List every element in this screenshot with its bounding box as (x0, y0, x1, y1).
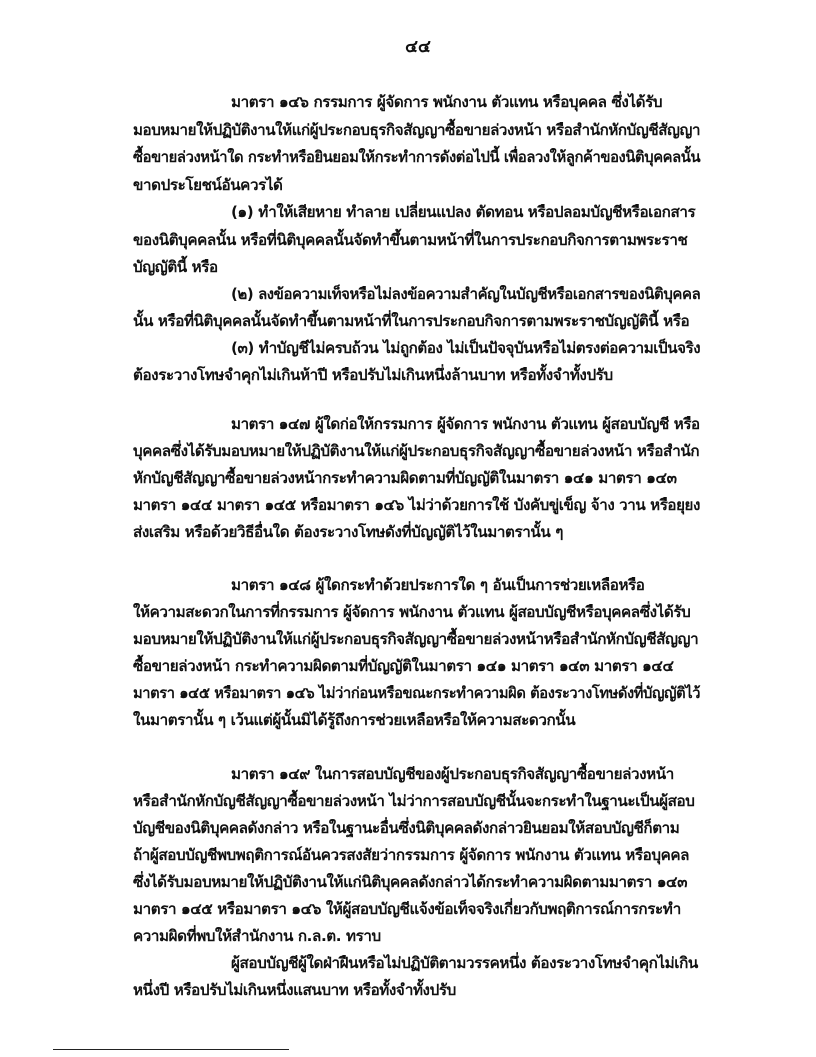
text-line: มาตรา ๑๔๔ มาตรา ๑๔๕ หรือมาตรา ๑๔๖ ไม่ว่าด้วยการใช้ บังคับขู่เข็ญ จ้าง วาน หรือยุยง (133, 496, 700, 514)
text-line: ผู้สอบบัญชีผู้ใดฝ่าฝืนหรือไม่ปฏิบัติตามวรรคหนึ่ง ต้องระวางโทษจำคุกไม่เกิน (231, 954, 698, 972)
text-line: หักบัญชีสัญญาซื้อขายล่วงหน้ากระทำความผิดตามที่บัญญัติในมาตรา ๑๔๑ มาตรา ๑๔๓ (133, 469, 677, 487)
page-number: ๔๔ (405, 37, 431, 57)
text-line: มาตรา ๑๔๙ ในการสอบบัญชีของผู้ประกอบธุรกิจสัญญาซื้อขายล่วงหน้า (231, 765, 674, 783)
text-line: ซื้อขายล่วงหน้า กระทำความผิดตามที่บัญญัติในมาตรา ๑๔๑ มาตรา ๑๔๓ มาตรา ๑๔๔ (133, 657, 674, 675)
text-line: หรือสำนักหักบัญชีสัญญาซื้อขายล่วงหน้า ไม่ว่าการสอบบัญชีนั้นจะกระทำในฐานะเป็นผู้สอบ (133, 792, 695, 810)
text-line: (๑) ทำให้เสียหาย ทำลาย เปลี่ยนแปลง ตัดทอน หรือปลอมบัญชีหรือเอกสาร (231, 203, 696, 221)
text-line: ในมาตรานั้น ๆ เว้นแต่ผู้นั้นมิได้รู้ถึงการช่วยเหลือหรือให้ความสะดวกนั้น (133, 711, 576, 729)
text-line: ซึ่งได้รับมอบหมายให้ปฏิบัติงานให้แก่นิติบุคคลดังกล่าวได้กระทำความผิดตามมาตรา ๑๔๓ (133, 873, 688, 891)
text-line: บัญญัตินี้ หรือ (133, 258, 218, 276)
text-line: ให้ความสะดวกในการที่กรรมการ ผู้จัดการ พนักงาน ตัวแทน ผู้สอบบัญชีหรือบุคคลซึ่งได้รับ (133, 603, 691, 621)
text-line: ต้องระวางโทษจำคุกไม่เกินห้าปี หรือปรับไม่เกินหนึ่งล้านบาท หรือทั้งจำทั้งปรับ (133, 366, 613, 384)
text-line: ส่งเสริม หรือด้วยวิธีอื่นใด ต้องระวางโทษดังที่บัญญัติไว้ในมาตรานั้น ๆ (133, 523, 563, 541)
text-line: หนึ่งปี หรือปรับไม่เกินหนึ่งแสนบาท หรือทั้งจำทั้งปรับ (133, 981, 456, 999)
text-line: มอบหมายให้ปฏิบัติงานให้แก่ผู้ประกอบธุรกิจสัญญาซื้อขายล่วงหน้า หรือสำนักหักบัญชีสัญญา (133, 121, 701, 139)
text-line: ขาดประโยชน์อันควรได้ (133, 176, 283, 194)
text-line: (๓) ทำบัญชีไม่ครบถ้วน ไม่ถูกต้อง ไม่เป็นปัจจุบันหรือไม่ตรงต่อความเป็นจริง (231, 339, 701, 357)
text-line: มอบหมายให้ปฏิบัติงานให้แก่ผู้ประกอบธุรกิจสัญญาซื้อขายล่วงหน้าหรือสำนักหักบัญชีสัญญา (133, 630, 699, 648)
text-line: มาตรา ๑๔๗ ผู้ใดก่อให้กรรมการ ผู้จัดการ พนักงาน ตัวแทน ผู้สอบบัญชี หรือ (231, 415, 700, 433)
footnote-divider (53, 1049, 289, 1050)
text-line: มาตรา ๑๔๕ หรือมาตรา ๑๔๖ ให้ผู้สอบบัญชีแจ้งข้อเท็จจริงเกี่ยวกับพฤติการณ์การกระทำ (133, 900, 681, 918)
text-line: ของนิติบุคคลนั้น หรือที่นิติบุคคลนั้นจัดทำขึ้นตามหน้าที่ในการประกอบกิจการตามพระราช (133, 231, 688, 249)
text-line: นั้น หรือที่นิติบุคคลนั้นจัดทำขึ้นตามหน้าที่ในการประกอบกิจการตามพระราชบัญญัตินี้ หรือ (133, 312, 690, 330)
text-line: ซื้อขายล่วงหน้าใด กระทำหรือยินยอมให้กระทำการดังต่อไปนี้ เพื่อลวงให้ลูกค้าของนิติบุคคลนั้น (133, 148, 701, 166)
text-line: ถ้าผู้สอบบัญชีพบพฤติการณ์อันควรสงสัยว่ากรรมการ ผู้จัดการ พนักงาน ตัวแทน หรือบุคคล (133, 846, 690, 864)
text-line: มาตรา ๑๔๘ ผู้ใดกระทำด้วยประการใด ๆ อันเป็นการช่วยเหลือหรือ (231, 576, 645, 594)
text-line: มาตรา ๑๔๖ กรรมการ ผู้จัดการ พนักงาน ตัวแทน หรือบุคคล ซึ่งได้รับ (231, 93, 663, 111)
text-line: (๒) ลงข้อความเท็จหรือไม่ลงข้อความสำคัญในบัญชีหรือเอกสารของนิติบุคคล (231, 285, 701, 303)
text-line: บุคคลซึ่งได้รับมอบหมายให้ปฏิบัติงานให้แก่ผู้ประกอบธุรกิจสัญญาซื้อขายล่วงหน้า หรือสำนัก (133, 442, 700, 460)
text-line: บัญชีของนิติบุคคลดังกล่าว หรือในฐานะอื่นซึ่งนิติบุคคลดังกล่าวยินยอมให้สอบบัญชีก็ตาม (133, 819, 680, 837)
text-line: มาตรา ๑๔๕ หรือมาตรา ๑๔๖ ไม่ว่าก่อนหรือขณะกระทำความผิด ต้องระวางโทษดังที่บัญญัติไว้ (133, 684, 701, 702)
text-line: ความผิดที่พบให้สำนักงาน ก.ล.ต. ทราบ (133, 927, 381, 945)
